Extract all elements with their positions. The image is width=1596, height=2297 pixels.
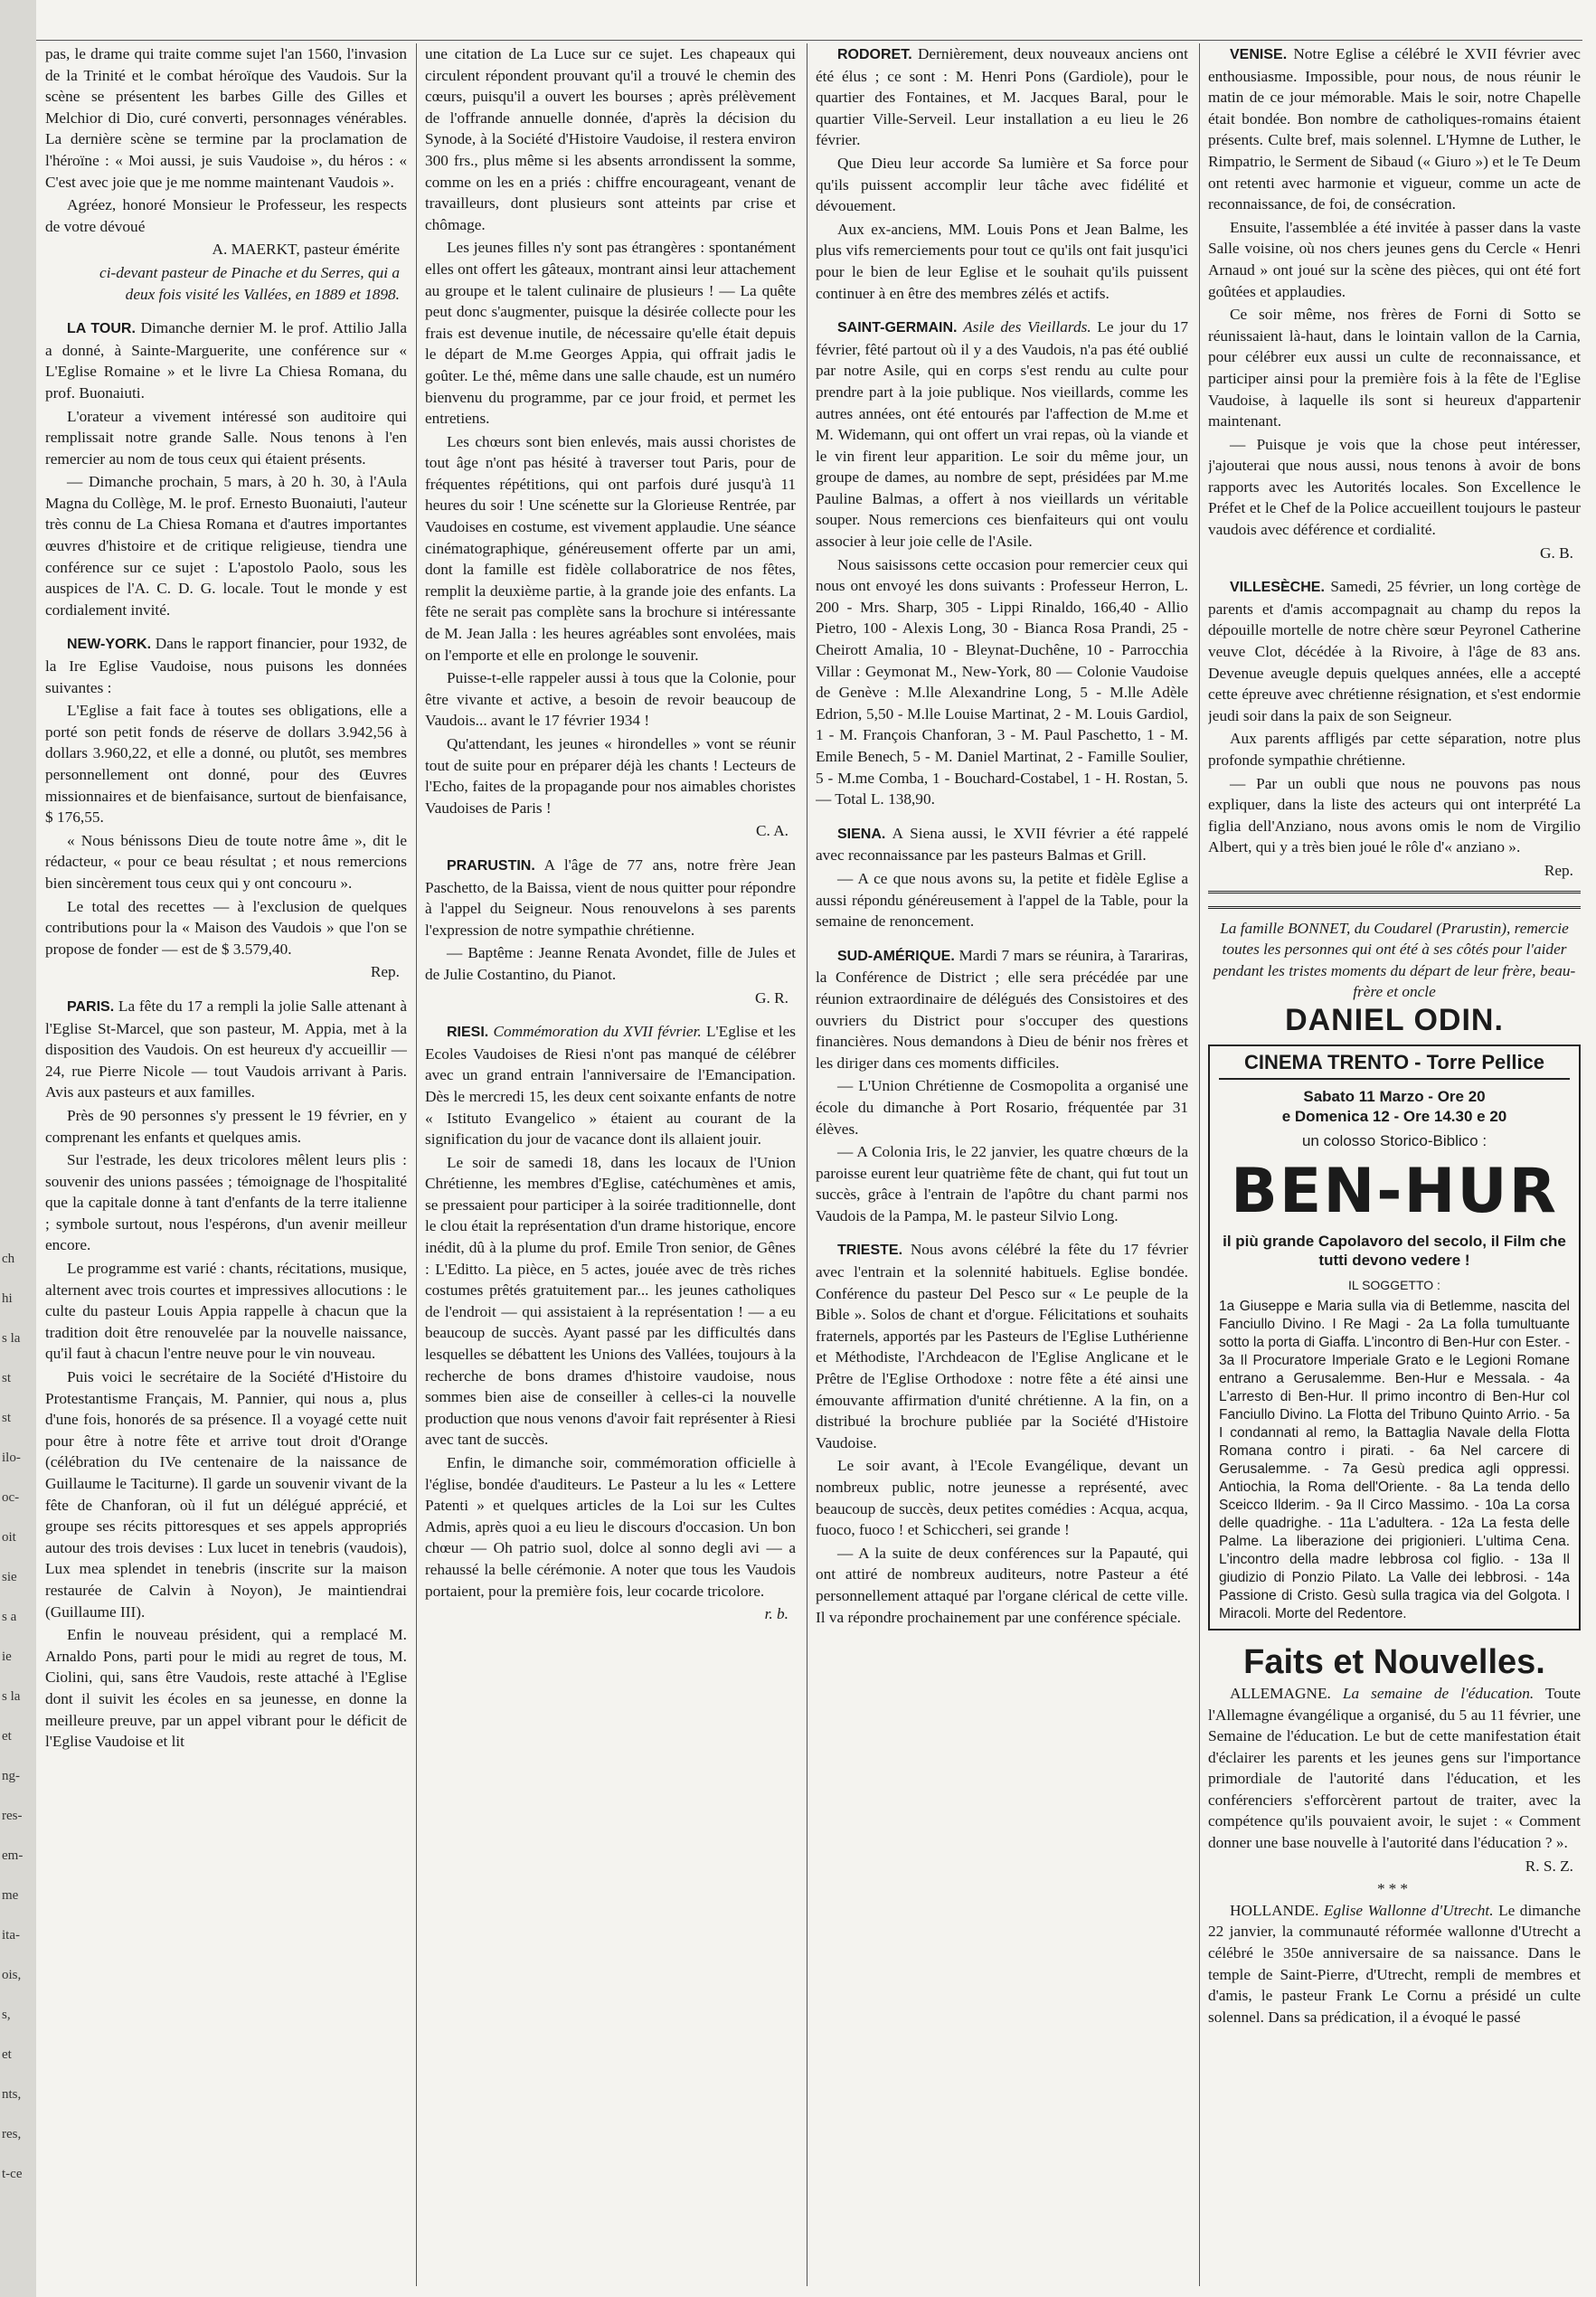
article-text: Aux ex-anciens, MM. Louis Pons et Jean Balme, les plus vifs remerciements pour tout ce qu'ils ont fait jusqu'ici pour le bien de leur Eglise et le souhait qu'ils puissent continuer à en être des membres zélés et actifs. bbox=[816, 220, 1188, 302]
article-hollande bbox=[1208, 1900, 1581, 2028]
article-text: Qu'attendant, les jeunes « hirondelles » vont se réunir tout de suite pour en préparer déjà les chants ! Lecteurs de l'Echo, faites de la propagande pour nos aimables choristes Vaudoises de Paris ! bbox=[425, 735, 796, 817]
cinema-subtitle: un colosso Storico-Biblico : bbox=[1301, 1132, 1487, 1150]
margin-fragment: ch bbox=[2, 1252, 15, 1266]
article-text: — Baptême : Jeanne Renata Avondet, fille de Jules et de Julie Costantino, du Pianot. bbox=[425, 944, 796, 983]
section-heading: HOLLANDE. bbox=[1230, 1901, 1319, 1919]
section-heading: LA TOUR. bbox=[67, 321, 136, 337]
article-villeseche bbox=[1208, 576, 1581, 726]
cinema-dates: e Domenica 12 - Ore 14.30 e 20 bbox=[1281, 1108, 1507, 1126]
article-siena bbox=[816, 823, 1188, 866]
article-text: — A Colonia Iris, le 22 janvier, les quatre chœurs de la paroisse eurent leur quatrième fête de chant, qui fut tout un succès, grâce à l'entrain de l'apôtre du chant parmi nos Vaudois de la Pampa, M. le pasteur Silvio Long. bbox=[816, 1143, 1188, 1224]
section-heading: VENISE. bbox=[1230, 47, 1288, 62]
margin-fragment: res- bbox=[2, 1809, 23, 1823]
cinema-dates: Sabato 11 Marzo - Ore 20 bbox=[1303, 1088, 1486, 1106]
article-trieste bbox=[816, 1239, 1188, 1453]
newspaper-page bbox=[36, 43, 1582, 2286]
article-text: Que Dieu leur accorde Sa lumière et Sa force pour qu'ils puissent accomplir leur tâche avec fidélité et dévouement. bbox=[816, 154, 1188, 215]
signature: r. b. bbox=[764, 1605, 789, 1623]
cinema-advertisement bbox=[1208, 1045, 1581, 1631]
article-sud-amerique bbox=[816, 945, 1188, 1074]
article-text: A l'âge de 77 ans, notre frère Jean Paschetto, de la Baissa, vient de nous quitter pour répondre à l'appel du Seigneur. Nous renouvelons à ses parents l'expression de notre sympathie chrétienne. bbox=[425, 855, 796, 939]
article-text: Les chœurs sont bien enlevés, mais aussi choristes de tout âge n'ont pas hésité à traverser tout Paris, pour de fréquentes répétitions, qui ont parfois duré jusqu'à 11 heures du soir ! Une scénette sur la Glorieuse Rentrée, par Vaudoises en costume, est vivement applaudie. Une séance cinématographique, généreusement offerte par un ami, dont la famille est fidèle collaboratrice de nos fêtes, remplit la deuxième partie, à la grande joie des enfants. La fête ne serait pas complète sans la brochure si intéressante de M. Jean Jalla : les heures agréables sont envolées, mais on l'emporte et elle en prolonge le souvenir. bbox=[425, 432, 796, 664]
article-text: — A la suite de deux conférences sur la Papauté, qui ont attiré de nombreux auditeurs, notre Pasteur a été personnellement attaqué par l'organe clérical de cette ville. Il va répondre prochainement par une conférence spéciale. bbox=[816, 1544, 1188, 1626]
film-synopsis: 1a Giuseppe e Maria sulla via di Betlemme, nascita del Fanciullo Divino. I Re Magi - 2a La folla tumultuante sotto la porta di Giaffa. L'incontro di Ben-Hur con Ester. - 3a Il Procuratore Imperiale Grato e le Legioni Romane entrano a Gerusalemme. Ben-Hur e Messala. - 4a L'arresto di Ben-Hur. Il primo incontro di Ben-Hur col Fanciullo Divino. La Flotta del Tribuno Quinto Arrio. - 5a I condannati al remo, la Battaglia Navale della Flotta Romana contro i pirati. - 6a Nel carcere di Gerusalemme. - 7a Gesù predica agli oppressi. Antiochia, la Roma dell'Oriente. - 8a La tenda dello Sceicco Ilderim. - 9a Il Circo Massimo. - 10a La corsa delle quadrighe. - 11a L'adultera. - 12a La festa delle Palme. La liberazione dei prigionieri. L'ultima Cena. L'incontro della madre lebbrosa col figlio. - 13a Il giudizio di Ponzio Pilato. La Valle dei lebbrosi. - 14a Passione di Cristo. Gesù sulla tragica via del Golgota. I Miracoli. Morte del Redentore. bbox=[1219, 1299, 1570, 1622]
article-text: Sur l'estrade, les deux tricolores mêlent leurs plis : souvenir des unions passées ; témoignage de l'hospitalité que la capitale donne à tant d'enfants de la terre italienne ; symbole surtout, nous l'espérons, d'un avenir meilleur encore. bbox=[45, 1151, 407, 1254]
article-text: A Siena aussi, le XVII février a été rappelé avec reconnaissance par les pasteurs Balmas et Grill. bbox=[816, 824, 1188, 865]
stars-divider: *** bbox=[1377, 1880, 1412, 1898]
margin-fragment: s a bbox=[2, 1610, 17, 1624]
article-allemagne bbox=[1208, 1683, 1581, 1854]
margin-fragment: oit bbox=[2, 1530, 16, 1545]
article-text: Puisse-t-elle rappeler aussi à tous que la Colonie, pour être vivante et active, a besoin de revoir beaucoup de Vaudois... avant le 17 février 1934 ! bbox=[425, 669, 796, 730]
article-text: Dimanche dernier M. le prof. Attilio Jalla a donné, à Sainte-Marguerite, une conférence sur « L'Eglise Romaine » et le livre La Chiesa Romana, du prof. Buonaiuti. bbox=[45, 319, 407, 402]
article-text: — Par un oubli que nous ne pouvons pas nous expliquer, dans la liste des acteurs qui ont interprété La figlia dell'Anziano, nous avons omis le nom de Virgilio Albert, qui y a très bien joué le rôle d'« anziano ». bbox=[1208, 774, 1581, 856]
article-venise bbox=[1208, 43, 1581, 215]
article-text: Agréez, honoré Monsieur le Professeur, les respects de votre dévoué bbox=[45, 196, 407, 235]
film-title: BEN-HUR bbox=[1231, 1155, 1558, 1227]
article-text: Le total des recettes — à l'exclusion de quelques contributions pour la « Maison des Vaudois » que l'on se propose de fonder — est de $ 3.579,40. bbox=[45, 897, 407, 958]
signature-note: ci-devant pasteur de Pinache et du Serres, qui a deux fois visité les Vallées, en 1889 et 1898. bbox=[99, 263, 400, 303]
section-heading: TRIESTE. bbox=[837, 1243, 903, 1259]
article-text: Nous saisissons cette occasion pour remercier ceux qui nous ont envoyé les dons suivants : Professeur Herron, L. 200 - Mrs. Sharp, 305 - Lippi Rinaldo, 166,40 - Allio Pietro, 100 - Alexis Long, 30 - Bianca Rosa Prandi, 25 - Cheirott Amalia, 10 - Bleynat-Duchêne, 10 - Parrocchia Villar : Geymonat M., New-York, 80 — Colonie Vaudoise de Genève : M.lle Alexandrine Long, 5 - M.lle Adèle Edrion, 5,50 - M.lle Louise Martinat, 2 - M. Louis Gardiol, 1 - M. François Chanforan, 3 - M. Paul Paschetto, 1 - M. Emile Benech, 5 - M. Daniel Martinat, 2 - Famille Soulier, 5 - M.me Comba, 1 - Bouchard-Costabel, 1 - H. Rostan, 5. — Total L. 138,90. bbox=[816, 555, 1188, 808]
margin-fragment: res, bbox=[2, 2127, 22, 2141]
obituary-name: DANIEL ODIN. bbox=[1285, 1002, 1504, 1037]
article-text: Près de 90 personnes s'y pressent le 19 février, en y comprenant les enfants et quelques amis. bbox=[45, 1106, 407, 1146]
article-text: Puis voici le secrétaire de la Société d'Histoire du Protestantisme Français, M. Pannier, qui nous a, plus d'une fois, honorés de sa présence. Il a voyagé cette nuit pour être à notre fête et arrive tout droit d'Orange (célébration du IVe centenaire de la naissance de Guillaume le Taciturne). Il garde un souvenir vivant de la fête de Chanforan, où il fut un délégué apprécié, et groupe ses récits pittoresques et ses appels appropriés autour des trois devises : Lux lucet in tenebris (vaudois), Lux mea splendet in tenebris (inscrite sur la maison restaurée de Calvin à Noyon), Je maintiendrai (Guillaume III). bbox=[45, 1368, 407, 1621]
obituary-thanks: La famille BONNET, du Coudarel (Prarustin), remercie toutes les personnes qui ont été à ses côtés pour l'aider pendant les tristes moments du départ de leur frère, beau-frère et oncle bbox=[1213, 919, 1576, 1001]
section-subtitle: Eglise Wallonne d'Utrecht. bbox=[1323, 1901, 1494, 1919]
section-subtitle: La semaine de l'éducation. bbox=[1342, 1684, 1535, 1702]
section-heading: RODORET. bbox=[837, 47, 912, 62]
section-heading: PARIS. bbox=[67, 998, 115, 1015]
article-text: Le soir avant, à l'Ecole Evangélique, devant un nombreux public, notre jeunesse a représenté, avec beaucoup de succès, deux petites comédies : Acqua, acqua, fuoco, fuoco ! et Schiccheri, sei grande ! bbox=[816, 1457, 1188, 1539]
article-text: La fête du 17 a rempli la jolie Salle attenant à l'Eglise St-Marcel, que son pasteur, M. Appia, met à la disposition des Vaudois. On est heureux d'y accueillir — 24, rue Pierre Nicole — tout Vaudois arrivant à Paris. Avis aux pasteurs et aux familles. bbox=[45, 997, 407, 1101]
section-heading: NEW-YORK. bbox=[67, 637, 152, 653]
article-text: Le jour du 17 février, fêté partout où il y a des Vaudois, n'a pas été oublié par notre Asile, qui en corps s'est rendu au culte pour prendre part à la joie publique. Nos vieillards, comme les autres années, ont été entourés par l'affection de M.me et M. Widemann, qui ont offert un vrai repas, où la viande et le vin firent leur apparition. Le soir du même jour, un groupe de dames, au nombre de sept, présidées par M.me Pauline Balmas, a offert à nos vieillards un véritable souper. Nous remercions ces bienfaiteurs qui ont voulu associer à leur joie celle de l'Asile. bbox=[816, 318, 1188, 551]
section-heading: PRARUSTIN. bbox=[447, 857, 535, 874]
signature: Rep. bbox=[370, 963, 400, 981]
top-rule bbox=[36, 40, 1582, 41]
signature: R. S. Z. bbox=[1525, 1857, 1573, 1875]
article-text: Ensuite, l'assemblée a été invitée à passer dans la vaste Salle voisine, où nos chers jeunes gens du Cercle « Henri Arnaud » ont joué sur la scène des pièces, qui ont été fort goûtées et applaudies. bbox=[1208, 218, 1581, 300]
margin-fragment: st bbox=[2, 1371, 12, 1385]
article-rodoret bbox=[816, 43, 1188, 151]
signature: G. R. bbox=[755, 988, 789, 1007]
article-text: pas, le drame qui traite comme sujet l'an 1560, l'invasion de la Trinité et le combat héroïque des Vaudois. Sur la scène se présentent les barbes Gille des Gilles et Melchior di Dio, curé converti, personnages vénérables. La dernière scène se termine par la proclamation de l'héroïne : « Moi aussi, je suis Vaudoise », du héros : « C'est avec joie que je me nomme maintenant Vaudois ». bbox=[45, 45, 407, 191]
article-text: Le dimanche 22 janvier, la communauté réformée wallonne d'Utrecht a célébré le 350e anniversaire de sa naissance. Dans le temple de Saint-Pierre, d'Utrecht, rempli de membres et d'amis, le pasteur Frank Le Cornu a présidé un culte solennel. Dans sa prédication, il a évoqué le passé bbox=[1208, 1901, 1581, 2026]
margin-fragment: et bbox=[2, 2047, 12, 2062]
article-riesi bbox=[425, 1021, 796, 1150]
article-text: Aux parents affligés par cette séparation, notre plus profonde sympathie chrétienne. bbox=[1208, 730, 1581, 769]
signature: G. B. bbox=[1540, 544, 1573, 562]
article-saint-germain bbox=[816, 317, 1188, 553]
ornament-divider bbox=[1208, 891, 1581, 909]
section-heading: SIENA. bbox=[837, 826, 886, 842]
margin-fragment: ilo- bbox=[2, 1451, 21, 1465]
section-subtitle: Asile des Vieillards. bbox=[963, 318, 1091, 336]
margin-fragment: ois, bbox=[2, 1968, 22, 1982]
article-text: Enfin, le dimanche soir, commémoration officielle à l'église, bondée d'auditeurs. Le Pasteur a lu les « Lettere Patenti » et quelques articles de la Loi sur les Cultes Admis, après quoi a eu lieu le discours d'occasion. Un bon chœur — Oh patrio suol, dolce al sonno degli avi — a rehaussé la belle cérémonie. A noter que tous les Vaudois portaient, pour la première fois, leur cocarde tricolore. bbox=[425, 1454, 796, 1600]
article-text: — Puisque je vois que la chose peut intéresser, j'ajouterai que nous aussi, nous tenons à avoir de bons rapports avec les Autorités locales. Son Excellence le Préfet et le Chef de la Police accueillent toujours le pasteur vaudois avec déférence et cordialité. bbox=[1208, 435, 1581, 539]
article-text: — Dimanche prochain, 5 mars, à 20 h. 30, à l'Aula Magna du Collège, M. le prof. Ernesto Buonaiuti, l'auteur très connu de La Chiesa Romana et d'autres importantes œuvres d'histoire et de critique religieuse, tiendra une conférence sur ce sujet : L'apostolo Paolo, sous les auspices de l'A. C. D. G. locale. Tout le monde y est cordialement invité. bbox=[45, 473, 407, 619]
margin-fragment: et bbox=[2, 1729, 12, 1744]
article-text: « Nous bénissons Dieu de toute notre âme », dit le rédacteur, « pour ce beau résultat ; et nous remercions bien sincèrement tous ceux qui y ont concouru ». bbox=[45, 831, 407, 892]
article-text: Mardi 7 mars se réunira, à Tarariras, la Conférence de District ; elle sera précédée par une réunion extraordinaire de délégués des Consistoires et des ouvriers du District pour s'occuper des questions financières. Nous demandons à Dieu de bénir nos frères et les diriger dans ces moments difficiles. bbox=[816, 946, 1188, 1072]
section-heading: RIESI. bbox=[447, 1025, 489, 1041]
section-subtitle: Commémoration du XVII février. bbox=[493, 1023, 702, 1041]
article-prarustin bbox=[425, 855, 796, 941]
article-text: Samedi, 25 février, un long cortège de parents et d'amis accompagnait au champ du repos la dépouille mortelle de notre chère sœur Peyronel Catherine veuve Clot, décédée à la Rivoire, à l'âge de 83 ans. Devenue aveugle depuis quelques années, elle a accepté cette épreuve avec chrétienne résignation, et s'est endormie jeudi soir dans la paix de son Seigneur. bbox=[1208, 578, 1581, 724]
article-text: — L'Union Chrétienne de Cosmopolita a organisé une école du dimanche à Port Rosario, fréquentée par 31 élèves. bbox=[816, 1077, 1188, 1138]
section-heading: VILLESÈCHE. bbox=[1230, 580, 1325, 596]
film-tagline: il più grande Capolavoro del secolo, il Film che tutti devono vedere ! bbox=[1223, 1232, 1566, 1269]
article-text: Le soir de samedi 18, dans les locaux de l'Union Chrétienne, les membres d'Eglise, catéchumènes et amis, se pressaient pour participer à la soirée traditionnelle, dont le clou était la représentation d'un drame historique, encore inédit, dû à la plume du prof. Emile Tron senior, de Gênes : L'Editto. La pièce, en 5 actes, jouée avec de très riches costumes prêtés gratuitement par... les jeunes catholiques de l'endroit — qui assistaient à la représentation ! — a eu beaucoup de succès. Ayant passé par les difficultés dans lesquelles se débattent les Unions des Vallées, toujours à la recherche de bons drames d'histoire vaudoise, nous sommes bien aise de conseiller à celles-ci la nouvelle production que nous venons d'avoir fait représenter à Riesi avec tant de succès. bbox=[425, 1153, 796, 1449]
article-text: Enfin le nouveau président, qui a remplacé M. Arnaldo Pons, parti pour le midi au regret de tous, M. Ciolini, qui, sans être Vaudois, reste attaché à l'Eglise dont il suivit les écoles en sa jeunesse, en donne la meilleure preuve, par un appel vibrant pour le déficit de l'Eglise Vaudoise et lit bbox=[45, 1626, 407, 1751]
signature: Rep. bbox=[1544, 861, 1573, 879]
margin-fragment: oc- bbox=[2, 1490, 20, 1505]
margin-fragment: ie bbox=[2, 1649, 12, 1664]
column-3 bbox=[816, 43, 1188, 2286]
article-text: Dernièrement, deux nouveaux anciens ont été élus ; ce sont : M. Henri Pons (Gardiole), pour le quartier des Fontaines, et M. Jacques Baral, pour le quartier Ville-Serveil. Leur installation a eu lieu le 26 février. bbox=[816, 45, 1188, 149]
margin-fragment: s la bbox=[2, 1331, 21, 1346]
news-heading: Faits et Nouvelles. bbox=[1243, 1643, 1545, 1682]
column-divider bbox=[416, 43, 417, 2286]
margin-fragment: me bbox=[2, 1888, 19, 1903]
margin-fragment: hi bbox=[2, 1291, 13, 1306]
article-text: L'Eglise a fait face à toutes ses obligations, elle a porté son petit fonds de réserve de dollars 3.942,56 à dollars 3.960,22, et elle a donné, ou plutôt, ses membres personnellement ont donné, pour des Œuvres missionnaires et de bienfaisance, surtout de bienfaisance, $ 176,55. bbox=[45, 702, 407, 827]
article-text: Les jeunes filles n'y sont pas étrangères : spontanément elles ont offert les gâteaux, montrant ainsi leur attachement au groupe et le talent culinaire de plusieurs ! — La quête peut donc s'augmenter, puisque la désirée collecte pour les frais est devenue inutile, de nécessaire qu'elle était depuis le départ de M.me Georges Appia, qui offrait jadis le goûter. Le thé, même dans une salle chaude, est un numéro bienvenu du programme, par ce jour froid, et permet les entretiens. bbox=[425, 239, 796, 428]
article-text: L'orateur a vivement intéressé son auditoire qui remplissait notre grande Salle. Nous tenons à l'en remercier au nom de tous ceux qui étaient présents. bbox=[45, 407, 407, 468]
article-text: Nous avons célébré la fête du 17 février avec l'entrain et la solennité habituels. Eglise bondée. Conférence du pasteur Del Pesco sur « Le peuple de la Bible ». Solos de chant et d'orgue. Félicitations et souhaits fraternels, apportés par les Pasteurs de l'Eglise Luthérienne et Méthodiste, l'Archdeacon de l'Eglise Anglicane et le Prêtre de l'Eglise Orthodoxe : notre fête a été ainsi une émouvante affirmation d'unité chrétienne. A la fin, on a distribué la brochure publiée par la Société d'Histoire Vaudoise. bbox=[816, 1241, 1188, 1451]
article-text: Le programme est varié : chants, récitations, musique, alternent avec trois courtes et impressives allocutions : le culte du pasteur Louis Appia rappelle à chacun que la tradition doit être renouvelée par la nouvelle naissance, qu'il faut à chacun l'entre neuve pour le vin nouveau. bbox=[45, 1260, 407, 1363]
article-text: Notre Eglise a célébré le XVII février avec enthousiasme. Impossible, pour nous, de nous réunir le matin de ce jour mémorable. Mais le soir, notre Chapelle était bondée. Bon nombre de catholiques-romains étaient présents. Culte bref, mais solennel. L'Hymne de Luther, le Rimpatrio, le Serment de Sibaud (« Giuro ») et le Te Deum ont retenti avec harmonie et vigueur, comme un acte de reconnaissance, de foi, de consécration. bbox=[1208, 45, 1581, 213]
margin-fragment: s la bbox=[2, 1689, 21, 1704]
article-text: Dans le rapport financier, pour 1932, de la Ire Eglise Vaudoise, nous puisons les données suivantes : bbox=[45, 635, 407, 696]
section-heading: SAINT-GERMAIN. bbox=[837, 320, 958, 336]
margin-fragment: s, bbox=[2, 2008, 11, 2022]
left-margin-strip bbox=[0, 0, 36, 2297]
section-heading: ALLEMAGNE. bbox=[1230, 1684, 1331, 1702]
article-text: — A ce que nous avons su, la petite et fidèle Eglise a aussi répondu généreusement à l'appel de la Table, pour la semaine de renoncement. bbox=[816, 869, 1188, 931]
margin-fragment: t-ce bbox=[2, 2167, 23, 2181]
article-text: une citation de La Luce sur ce sujet. Les chapeaux qui circulent répondent prouvant qu'il a trouvé le chemin des cœurs, puisqu'il a ouvert les bourses ; après prélèvement de l'offrande annuelle donnée, d'après la décision du Synode, à la Société d'Histoire Vaudoise, il restera environ 300 frs., plus même si les absents arrondissent la somme, comme on les en a priés : chiffre encourageant, venant de travailleurs, dont plusieurs sont atteints par crise et chômage. bbox=[425, 45, 796, 233]
section-heading: SUD-AMÉRIQUE. bbox=[837, 948, 955, 964]
column-1 bbox=[45, 43, 407, 2286]
column-2 bbox=[425, 43, 796, 2286]
signature: A. MAERKT, pasteur émérite bbox=[212, 241, 400, 259]
column-divider bbox=[1199, 43, 1200, 2286]
margin-fragment: ng- bbox=[2, 1769, 20, 1783]
margin-fragment: ita- bbox=[2, 1928, 20, 1943]
cinema-title: CINEMA TRENTO - Torre Pellice bbox=[1219, 1052, 1570, 1081]
margin-fragment: em- bbox=[2, 1848, 24, 1863]
signature: C. A. bbox=[755, 822, 789, 840]
margin-fragment: sie bbox=[2, 1570, 17, 1584]
article-text: Ce soir même, nos frères de Forni di Sotto se réunissaient là-haut, dans le lointain vallon de la Carnia, pour célébrer eux aussi un culte de reconnaissance, et participer ainsi pour la première fois à la fête de l'Eglise Vaudoise, à laquelle ils sont si heureux d'appartenir maintenant. bbox=[1208, 306, 1581, 430]
article-latour bbox=[45, 317, 407, 403]
column-4 bbox=[1208, 43, 1581, 2286]
margin-fragment: nts, bbox=[2, 2087, 22, 2102]
article-newyork bbox=[45, 633, 407, 698]
film-synopsis-heading: IL SOGGETTO : bbox=[1348, 1277, 1440, 1292]
article-text: L'Eglise et les Ecoles Vaudoises de Riesi n'ont pas manqué de célébrer avec un grand entrain l'anniversaire de l'Emancipation. Dès le mercredi 15, les deux cent soixante enfants de notre « Istituto Evangelico » étaient au courant de la signification du jour de vacance dont ils allaient jouir. bbox=[425, 1023, 796, 1148]
margin-fragment: st bbox=[2, 1411, 12, 1425]
article-text: Toute l'Allemagne évangélique a organisé, du 5 au 11 février, une Semaine de l'éducation. Le but de cette manifestation était d'éclairer les parents et les jeunes gens sur l'importance primordiale de l'autorité dans l'éducation, et les conférenciers s'efforcèrent partout de traiter, avec la compétence qu'ils pouvaient avoir, le sujet : « Comment donner une base nouvelle à l'autorité dans l'éducation ? ». bbox=[1208, 1684, 1581, 1852]
article-paris bbox=[45, 996, 407, 1103]
